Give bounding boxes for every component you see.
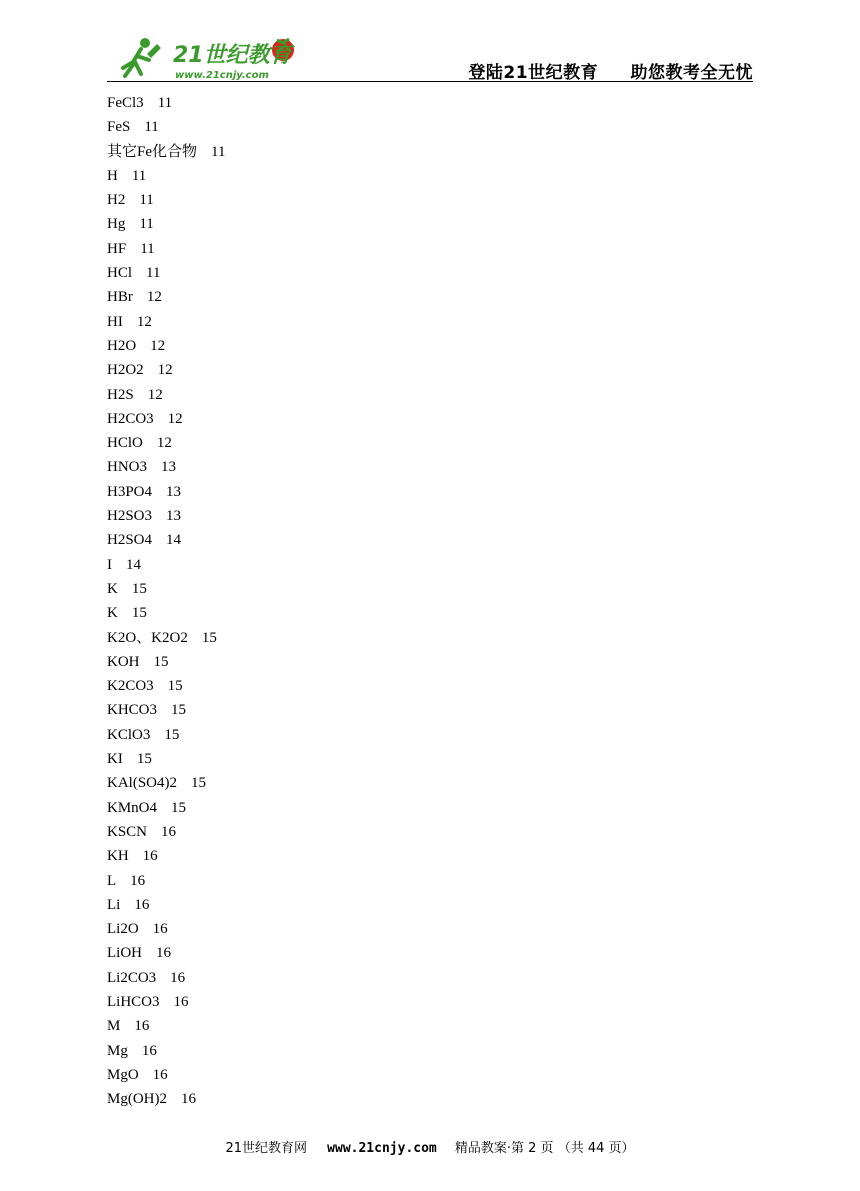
index-page-number: 12 bbox=[167, 410, 183, 427]
index-page-number: 14 bbox=[126, 556, 141, 573]
index-page-number: 16 bbox=[152, 1066, 168, 1083]
index-page-number: 12 bbox=[150, 337, 166, 354]
running-figure-icon bbox=[123, 38, 161, 76]
index-entry bbox=[107, 990, 707, 1014]
header-tagline bbox=[442, 58, 753, 83]
index-page-number: 14 bbox=[166, 532, 182, 549]
index-term: KHCO3 bbox=[107, 702, 158, 719]
index-term: LiHCO3 bbox=[107, 993, 160, 1010]
index-term: Hg bbox=[107, 216, 126, 233]
index-page-number: 15 bbox=[201, 629, 217, 646]
index-term: K2CO3 bbox=[107, 678, 154, 695]
index-term: HClO bbox=[107, 435, 143, 452]
index-term: HI bbox=[107, 313, 123, 330]
index-term: LiOH bbox=[107, 945, 142, 962]
logo-text: 21世纪教育 bbox=[173, 43, 292, 68]
index-entry bbox=[107, 601, 707, 625]
index-entry bbox=[107, 164, 707, 188]
index-entry bbox=[107, 1014, 707, 1038]
index-term: H2CO3 bbox=[107, 410, 154, 427]
index-page-number: 15 bbox=[167, 678, 183, 695]
index-term: FeS bbox=[107, 119, 131, 136]
index-page-number: 11 bbox=[139, 216, 154, 233]
index-entry bbox=[107, 334, 707, 358]
index-entry bbox=[107, 820, 707, 844]
index-term: KMnO4 bbox=[107, 799, 158, 816]
index-page-number: 16 bbox=[161, 823, 177, 840]
index-entry bbox=[107, 917, 707, 941]
index-entry bbox=[107, 504, 707, 528]
index-term: KH bbox=[107, 848, 129, 865]
index-page-number: 11 bbox=[140, 240, 155, 257]
index-term: H bbox=[107, 167, 118, 184]
index-entry bbox=[107, 1039, 707, 1063]
index-entry bbox=[107, 771, 707, 795]
index-entry bbox=[107, 698, 707, 722]
index-entry bbox=[107, 407, 707, 431]
index-page-number: 15 bbox=[191, 775, 206, 792]
index-page-number: 16 bbox=[134, 896, 150, 913]
index-entry bbox=[107, 577, 707, 601]
tagline-login: 登陆21世纪教育 bbox=[468, 63, 599, 83]
index-term: FeCl3 bbox=[107, 95, 144, 111]
index-page-number: 11 bbox=[146, 265, 161, 282]
index-term: Mg bbox=[107, 1042, 128, 1059]
index-entry bbox=[107, 237, 707, 261]
index-term: K bbox=[107, 605, 118, 622]
index-page-number: 11 bbox=[131, 167, 147, 184]
header-divider bbox=[107, 81, 753, 82]
index-entry bbox=[107, 455, 707, 479]
index-page-number: 15 bbox=[131, 605, 147, 622]
index-entry bbox=[107, 650, 707, 674]
index-term: L bbox=[107, 872, 117, 889]
index-term: H2SO3 bbox=[107, 508, 153, 525]
index-entry bbox=[107, 188, 707, 212]
index-page-number: 16 bbox=[130, 872, 146, 889]
index-entry bbox=[107, 91, 707, 115]
index-page-number: 12 bbox=[136, 313, 152, 330]
index-entry bbox=[107, 431, 707, 455]
index-entry bbox=[107, 261, 707, 285]
index-term: KAl(SO4)2 bbox=[107, 775, 177, 792]
footer-page-info: 精品教案·第 2 页 （共 44 页） bbox=[454, 1141, 635, 1156]
index-page-number: 16 bbox=[170, 969, 186, 986]
index-term: H3PO4 bbox=[107, 483, 153, 500]
index-page-number: 15 bbox=[131, 580, 147, 597]
index-term: H2 bbox=[107, 192, 126, 209]
index-term: HNO3 bbox=[107, 459, 147, 476]
index-page-number: 13 bbox=[166, 483, 182, 500]
index-entry bbox=[107, 941, 707, 965]
index-entry bbox=[107, 383, 707, 407]
index-term: K bbox=[107, 580, 118, 597]
footer-url[interactable]: www.21cnjy.com bbox=[327, 1141, 437, 1156]
index-page-number: 16 bbox=[142, 848, 158, 865]
index-term: 其它Fe化合物 bbox=[107, 143, 198, 160]
index-page-number: 11 bbox=[144, 119, 159, 136]
page-footer bbox=[0, 1137, 860, 1156]
index-term: HBr bbox=[107, 289, 133, 306]
index-page-number: 15 bbox=[136, 751, 152, 768]
index-page-number: 16 bbox=[152, 921, 168, 938]
index-page-number: 16 bbox=[173, 993, 189, 1010]
index-entry bbox=[107, 1063, 707, 1087]
index-page-number: 16 bbox=[181, 1091, 196, 1108]
index-list bbox=[107, 91, 707, 1111]
index-entry bbox=[107, 626, 707, 650]
index-page-number: 11 bbox=[211, 143, 226, 160]
index-page-number: 15 bbox=[171, 702, 187, 719]
index-term: KOH bbox=[107, 653, 140, 670]
index-term: K2O、K2O2 bbox=[107, 629, 188, 646]
index-entry bbox=[107, 480, 707, 504]
index-term: Li bbox=[107, 896, 121, 913]
index-page-number: 12 bbox=[147, 386, 163, 403]
index-entry bbox=[107, 723, 707, 747]
index-entry bbox=[107, 140, 707, 164]
index-term: HCl bbox=[107, 265, 133, 282]
logo-url: www.21cnjy.com bbox=[175, 70, 269, 81]
index-page-number: 15 bbox=[153, 653, 169, 670]
index-term: H2O2 bbox=[107, 362, 144, 379]
index-page-number: 13 bbox=[161, 459, 176, 476]
index-term: KSCN bbox=[107, 823, 148, 840]
index-entry bbox=[107, 212, 707, 236]
index-entry bbox=[107, 310, 707, 334]
index-entry bbox=[107, 115, 707, 139]
index-page-number: 12 bbox=[156, 435, 172, 452]
index-term: M bbox=[107, 1018, 121, 1035]
index-entry bbox=[107, 966, 707, 990]
index-page-number: 11 bbox=[157, 95, 173, 111]
index-page-number: 11 bbox=[139, 192, 154, 209]
index-entry bbox=[107, 796, 707, 820]
index-term: H2O bbox=[107, 337, 137, 354]
index-entry bbox=[107, 1087, 707, 1111]
site-logo bbox=[115, 34, 315, 82]
index-page-number: 16 bbox=[156, 945, 171, 962]
index-entry bbox=[107, 674, 707, 698]
index-term: MgO bbox=[107, 1066, 139, 1083]
index-page-number: 15 bbox=[171, 799, 187, 816]
index-term: KClO3 bbox=[107, 726, 151, 743]
index-entry bbox=[107, 528, 707, 552]
index-term: I bbox=[107, 556, 112, 573]
index-term: KI bbox=[107, 751, 123, 768]
tagline-slogan: 助您教考全无忧 bbox=[630, 63, 753, 83]
index-page-number: 12 bbox=[157, 362, 173, 379]
index-term: Li2CO3 bbox=[107, 969, 157, 986]
index-entry bbox=[107, 358, 707, 382]
page-header bbox=[107, 28, 753, 84]
index-entry bbox=[107, 869, 707, 893]
index-entry bbox=[107, 893, 707, 917]
index-entry bbox=[107, 553, 707, 577]
index-entry bbox=[107, 285, 707, 309]
index-term: Mg(OH)2 bbox=[107, 1091, 167, 1108]
index-page-number: 13 bbox=[166, 508, 182, 525]
index-term: HF bbox=[107, 240, 127, 257]
index-term: H2S bbox=[107, 386, 134, 403]
index-entry bbox=[107, 844, 707, 868]
footer-site-name: 21世纪教育网 bbox=[225, 1141, 308, 1156]
index-entry bbox=[107, 747, 707, 771]
index-page-number: 15 bbox=[164, 726, 180, 743]
index-page-number: 16 bbox=[134, 1018, 150, 1035]
index-term: H2SO4 bbox=[107, 532, 153, 549]
index-page-number: 12 bbox=[146, 289, 162, 306]
index-page-number: 16 bbox=[141, 1042, 157, 1059]
index-term: Li2O bbox=[107, 921, 139, 938]
